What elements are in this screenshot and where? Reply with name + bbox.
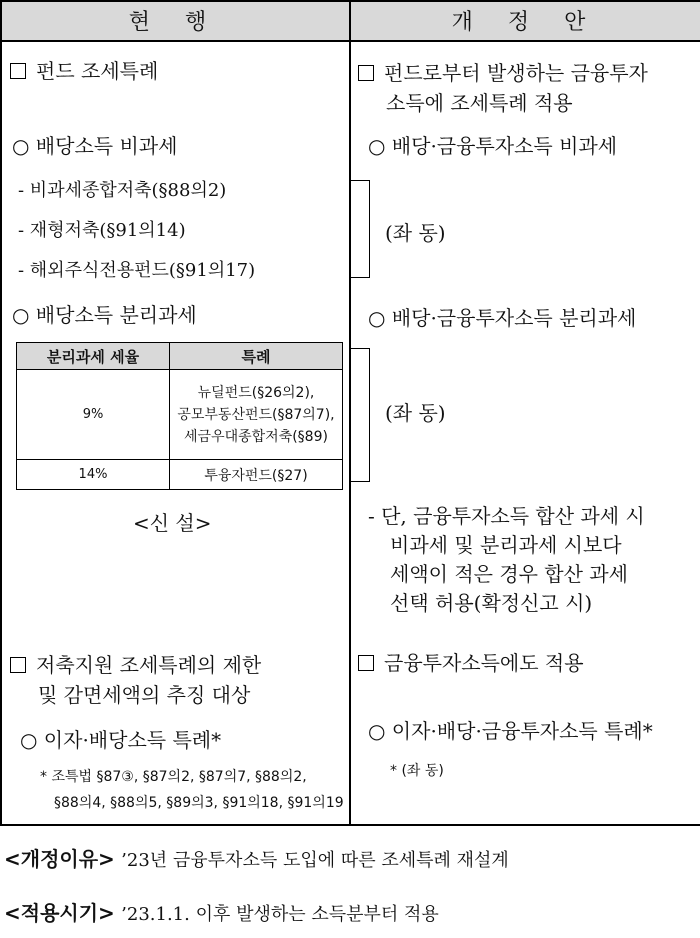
table-header-special: 특례 <box>170 343 343 370</box>
table-bottom-border <box>0 824 700 826</box>
revision-reason <box>4 846 509 874</box>
checkbox-square-icon <box>10 63 26 79</box>
right-exception-note <box>368 502 645 618</box>
right-bracket-1 <box>351 180 370 278</box>
right-section1-title-line1: 펀드로부터 발생하는 금융투자 <box>384 61 648 85</box>
table-row <box>17 370 343 460</box>
right-bracket-2 <box>351 348 370 482</box>
table-header-rate: 분리과세 세율 <box>17 343 170 370</box>
right-section3-title <box>358 650 584 677</box>
left-section2-subtitle: ○ 배당소득 분리과세 <box>12 303 197 327</box>
left-item-2: - 재형저축(§91의14) <box>18 220 186 241</box>
right-footnote: * (좌 동) <box>390 763 444 779</box>
right-section1-title-line2: 소득에 조세특례 적용 <box>386 91 573 115</box>
application-timing <box>4 900 439 928</box>
application-timing-label: <적용시기> <box>4 901 115 925</box>
application-timing-text: ’23.1.1. 이후 발생하는 소득분부터 적용 <box>121 904 439 925</box>
table-left-border <box>0 0 2 826</box>
left-section1-title <box>10 58 158 85</box>
right-exception-line4: 선택 허용(확정신고 시) <box>390 591 593 615</box>
left-section3-title-line2: 및 감면세액의 추징 대상 <box>38 683 251 707</box>
left-item-1: - 비과세종합저축(§88의2) <box>18 180 227 201</box>
header-current-label: 현 행 <box>128 9 221 35</box>
left-item-3: - 해외주식전용펀드(§91의17) <box>18 260 256 281</box>
table-cell-special <box>170 370 343 460</box>
right-section3-title-text: 금융투자소득에도 적용 <box>384 651 584 675</box>
left-section3-title-line1: 저축지원 조세특례의 제한 <box>36 653 262 677</box>
right-section3-subtitle: ○ 이자·배당·금융투자소득 특례* <box>368 719 653 743</box>
left-section1-title-text: 펀드 조세특례 <box>36 59 159 83</box>
right-exception-line1: - 단, 금융투자소득 합산 과세 시 <box>368 504 645 528</box>
right-exception-line2: 비과세 및 분리과세 시보다 <box>390 533 622 557</box>
left-footnote <box>40 764 344 816</box>
left-footnote-line2: §88의4, §88의5, §89의3, §91의18, §91의19 <box>54 795 344 811</box>
right-section1-subtitle: ○ 배당·금융투자소득 비과세 <box>368 134 618 158</box>
left-section3-title <box>10 650 261 710</box>
revision-reason-text: ’23년 금융투자소득 도입에 따른 조세특례 재설계 <box>121 850 509 871</box>
header-proposed <box>351 0 700 42</box>
table-cell-line: 세금우대종합저축(§89) <box>184 428 328 445</box>
right-same-2: (좌 동) <box>385 401 446 425</box>
table-cell-line: 공모부동산펀드(§87의7), <box>177 406 335 423</box>
table-header-row <box>17 343 343 370</box>
checkbox-square-icon <box>358 655 374 671</box>
right-section1-title <box>358 58 648 118</box>
revision-reason-label: <개정이유> <box>4 847 115 871</box>
left-section3-subtitle: ○ 이자·배당소득 특례* <box>20 728 222 752</box>
table-row <box>17 460 343 490</box>
table-cell-line: 뉴딜펀드(§26의2), <box>197 384 315 401</box>
right-exception-line3: 세액이 적은 경우 합산 과세 <box>390 562 628 586</box>
left-new-label: <신 설> <box>133 511 212 535</box>
checkbox-square-icon <box>358 65 374 81</box>
checkbox-square-icon <box>10 657 26 673</box>
left-section1-subtitle: ○ 배당소득 비과세 <box>12 134 178 158</box>
table-cell-rate: 9% <box>17 370 170 460</box>
right-section2-subtitle: ○ 배당·금융투자소득 분리과세 <box>368 306 637 330</box>
table-cell-special: 투융자펀드(§27) <box>170 460 343 490</box>
table-cell-rate: 14% <box>17 460 170 490</box>
right-same-1: (좌 동) <box>385 221 446 245</box>
header-current <box>0 0 349 42</box>
header-proposed-label: 개 정 안 <box>451 9 600 35</box>
left-footnote-line1: * 조특법 §87③, §87의2, §87의7, §88의2, <box>40 769 307 785</box>
separate-tax-table <box>16 342 343 490</box>
